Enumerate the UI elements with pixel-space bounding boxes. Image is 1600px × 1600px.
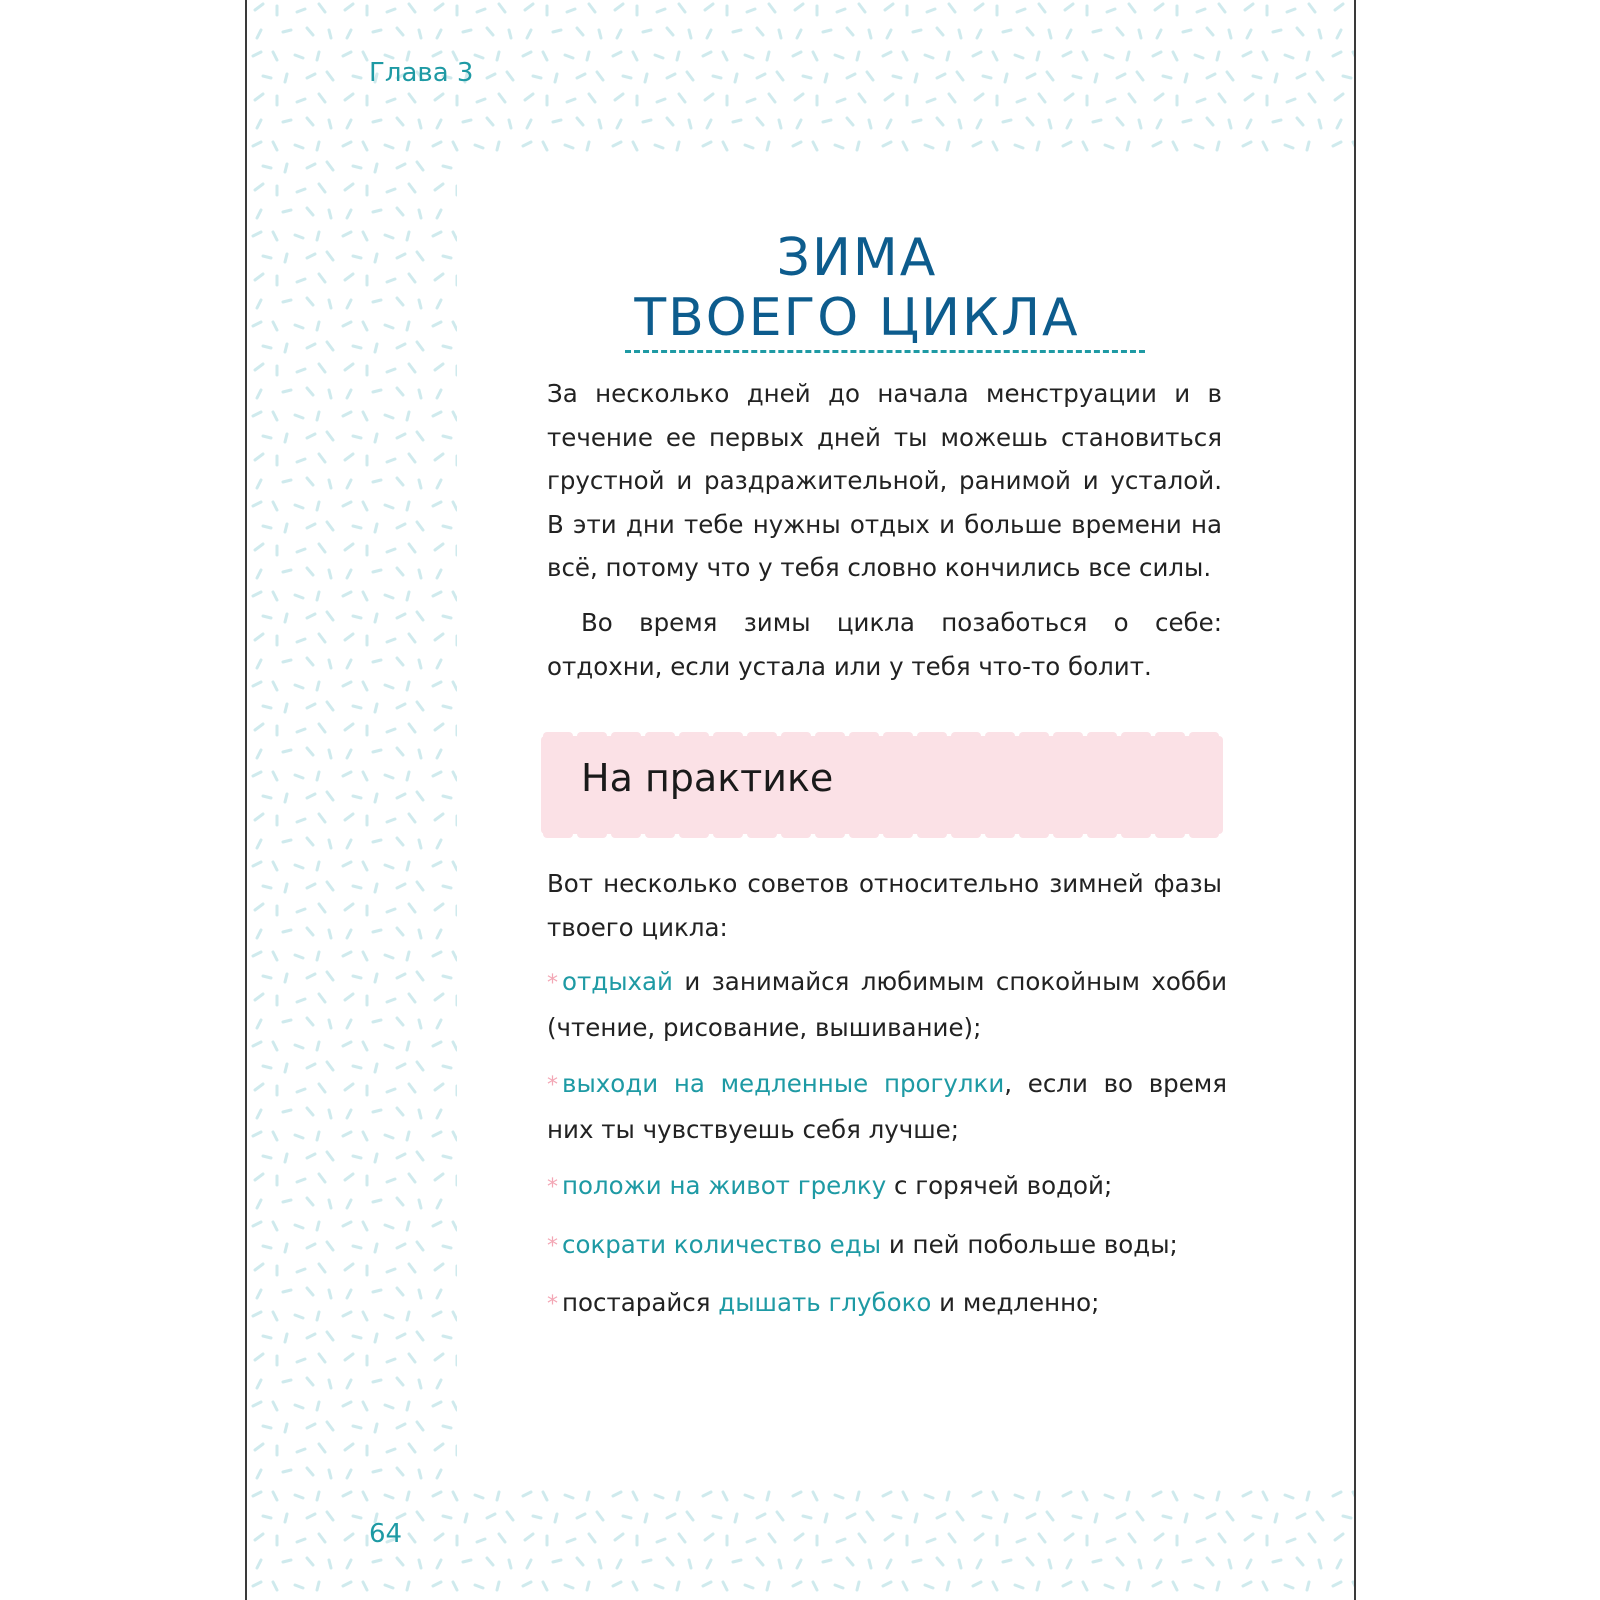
list-item: * постарайся дышать глубоко и медленно; xyxy=(547,1288,1100,1317)
pink-star-icon: * xyxy=(547,1175,558,1200)
practice-heading: На практике xyxy=(581,756,834,800)
tip-highlight: положи на живот грелку xyxy=(562,1171,887,1200)
pink-star-icon: * xyxy=(547,1233,558,1259)
practice-heading-box xyxy=(541,736,1223,834)
practice-lead: Вот несколько советов относительно зимней фазы твоего цикла: xyxy=(547,869,1222,942)
title-line-2: ТВОЕГО ЦИКЛА xyxy=(634,288,1080,348)
chapter-label: Глава 3 xyxy=(369,58,474,88)
book-page xyxy=(245,0,1356,1600)
list-item: * сократи количество еды и пей побольше воды; xyxy=(547,1229,1178,1259)
tips-list xyxy=(547,960,1227,1340)
pink-star-icon: * xyxy=(547,1073,558,1098)
title-dashed-underline xyxy=(625,350,1145,353)
list-item: * выходи на медленные прогулки, если во время них ты чувствуешь себя лучше; xyxy=(547,1069,1227,1144)
list-item: * положи на живот грелку с горячей водой; xyxy=(547,1171,1113,1200)
title-line-1: ЗИМА xyxy=(776,228,938,288)
tip-highlight: выходи на медленные прогулки xyxy=(562,1069,1005,1098)
list-item: * отдыхай и занимайся любимым спокойным хобби (чтение, рисование, вышивание); xyxy=(547,967,1227,1042)
page-number: 64 xyxy=(369,1519,403,1549)
tip-highlight: сократи количество еды xyxy=(562,1229,882,1259)
pink-star-icon: * xyxy=(547,971,558,996)
tip-highlight: дышать глубоко xyxy=(718,1288,932,1317)
tip-highlight: отдыхай xyxy=(562,967,673,996)
page-title xyxy=(577,228,1137,348)
intro-paragraph-1: За несколько дней до начала менструации и в течение ее первых дней ты можешь становиться грустной и раздражительной, ранимой и усталой. В эти дни тебе нужны отдых и больше времени на всё, потому что у тебя словно кончились все силы. xyxy=(547,379,1222,582)
intro-paragraph-2: Во время зимы цикла позаботься о себе: отдохни, если устала или у тебя что-то болит. xyxy=(547,608,1222,681)
scallop-top-edge xyxy=(541,732,1223,740)
scallop-bottom-edge xyxy=(541,830,1223,838)
pink-star-icon: * xyxy=(547,1292,558,1317)
